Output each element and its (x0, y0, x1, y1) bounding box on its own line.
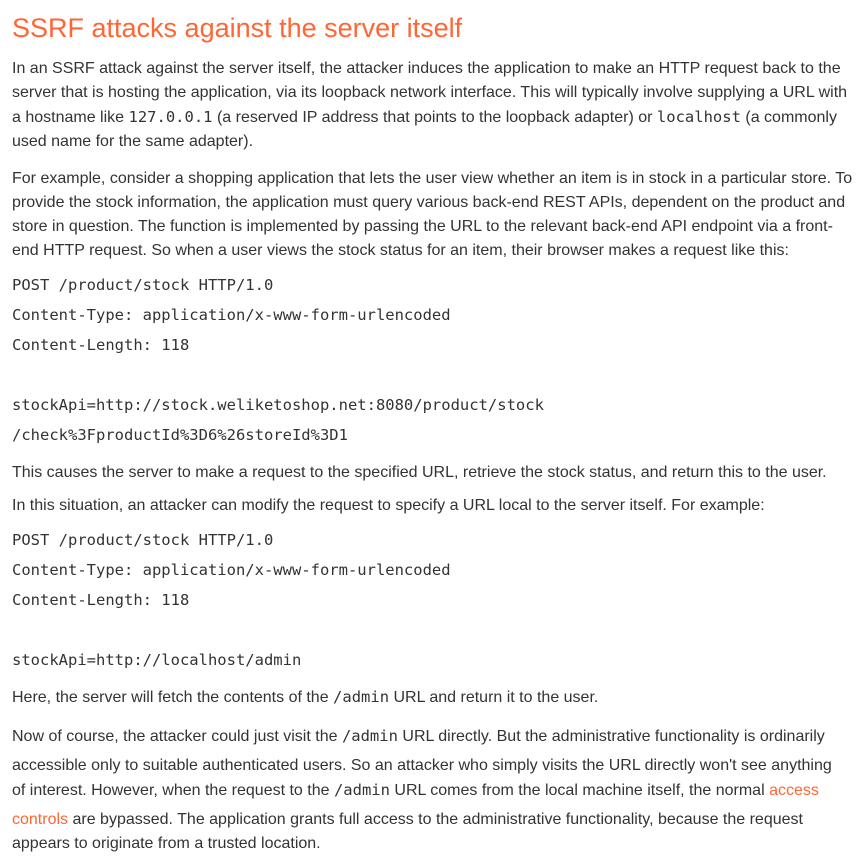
intro-text-c: (a commonly used name for the same adapter). (12, 109, 837, 150)
conclusion-paragraph-line (12, 724, 854, 749)
conclusion-text: URL comes from the local machine itself, the normal (389, 782, 770, 799)
code-line: Content-Length: 118 (12, 336, 190, 354)
code-line: stockApi=http://stock.weliketoshop.net:8080/product/stock (12, 396, 544, 414)
conclusion-text: Now of course, the attacker could just visit the (12, 728, 342, 745)
fetch-text-b: URL and return it to the user. (389, 689, 599, 706)
intro-text-b: (a reserved IP address that points to the loopback adapter) or (212, 109, 657, 126)
access-controls-link[interactable]: controls (12, 811, 69, 828)
page-title: SSRF attacks against the server itself (12, 13, 463, 43)
conclusion-paragraph-line: accessible only to suitable authenticated users. So an attacker who simply visits the URL directly won't see anything (12, 757, 832, 774)
fetch-paragraph (12, 685, 854, 710)
code-line: Content-Length: 118 (12, 591, 190, 609)
intro-text-a: In an SSRF attack against the server itself, the attacker induces the application to make an HTTP request back to the server that is hosting the application, via its loopback network interface. This will typically involve supplying a URL with a hostname like (12, 60, 848, 126)
code-line: Content-Type: application/x-www-form-urlencoded (12, 561, 451, 579)
result-paragraph: This causes the server to make a request to the specified URL, retrieve the stock status, and return this to the user. (12, 464, 827, 481)
inline-code-admin: /admin (341, 727, 398, 745)
code-line: stockApi=http://localhost/admin (12, 651, 302, 669)
inline-code-loopback-ip: 127.0.0.1 (128, 108, 213, 126)
example-paragraph: For example, consider a shopping application that lets the user view whether an item is in stock in a particular store. To provide the stock information, the application must query various back-end REST APIs, dependent on the product and store in question. The function is implemented by passing the URL to the relevant back-end API endpoint via a front-end HTTP request. So when a user views the stock status for an item, their browser makes a request like this: (12, 170, 853, 259)
conclusion-paragraph-line (12, 808, 854, 832)
fetch-text-a: Here, the server will fetch the contents of the (12, 689, 334, 706)
conclusion-text: are bypassed. The application grants full access to the administrative functionality, because the request (68, 811, 803, 828)
inline-code-admin: /admin (333, 781, 390, 799)
code-line: POST /product/stock HTTP/1.0 (12, 276, 274, 294)
attack-paragraph: In this situation, an attacker can modify the request to specify a URL local to the server itself. For example: (12, 497, 765, 514)
conclusion-text: of interest. However, when the request to the (12, 782, 334, 799)
conclusion-paragraph-line (12, 778, 854, 803)
code-line: /check%3FproductId%3D6%26storeId%3D1 (12, 426, 348, 444)
conclusion-text: URL directly. But the administrative functionality is ordinarily (397, 728, 825, 745)
code-line: POST /product/stock HTTP/1.0 (12, 531, 274, 549)
inline-code-localhost: localhost (656, 108, 741, 126)
intro-paragraph (12, 57, 854, 154)
inline-code-admin: /admin (333, 688, 390, 706)
access-controls-link[interactable]: access (769, 782, 819, 799)
code-line: Content-Type: application/x-www-form-urlencoded (12, 306, 451, 324)
conclusion-paragraph-line: appears to originate from a trusted location. (12, 835, 321, 852)
